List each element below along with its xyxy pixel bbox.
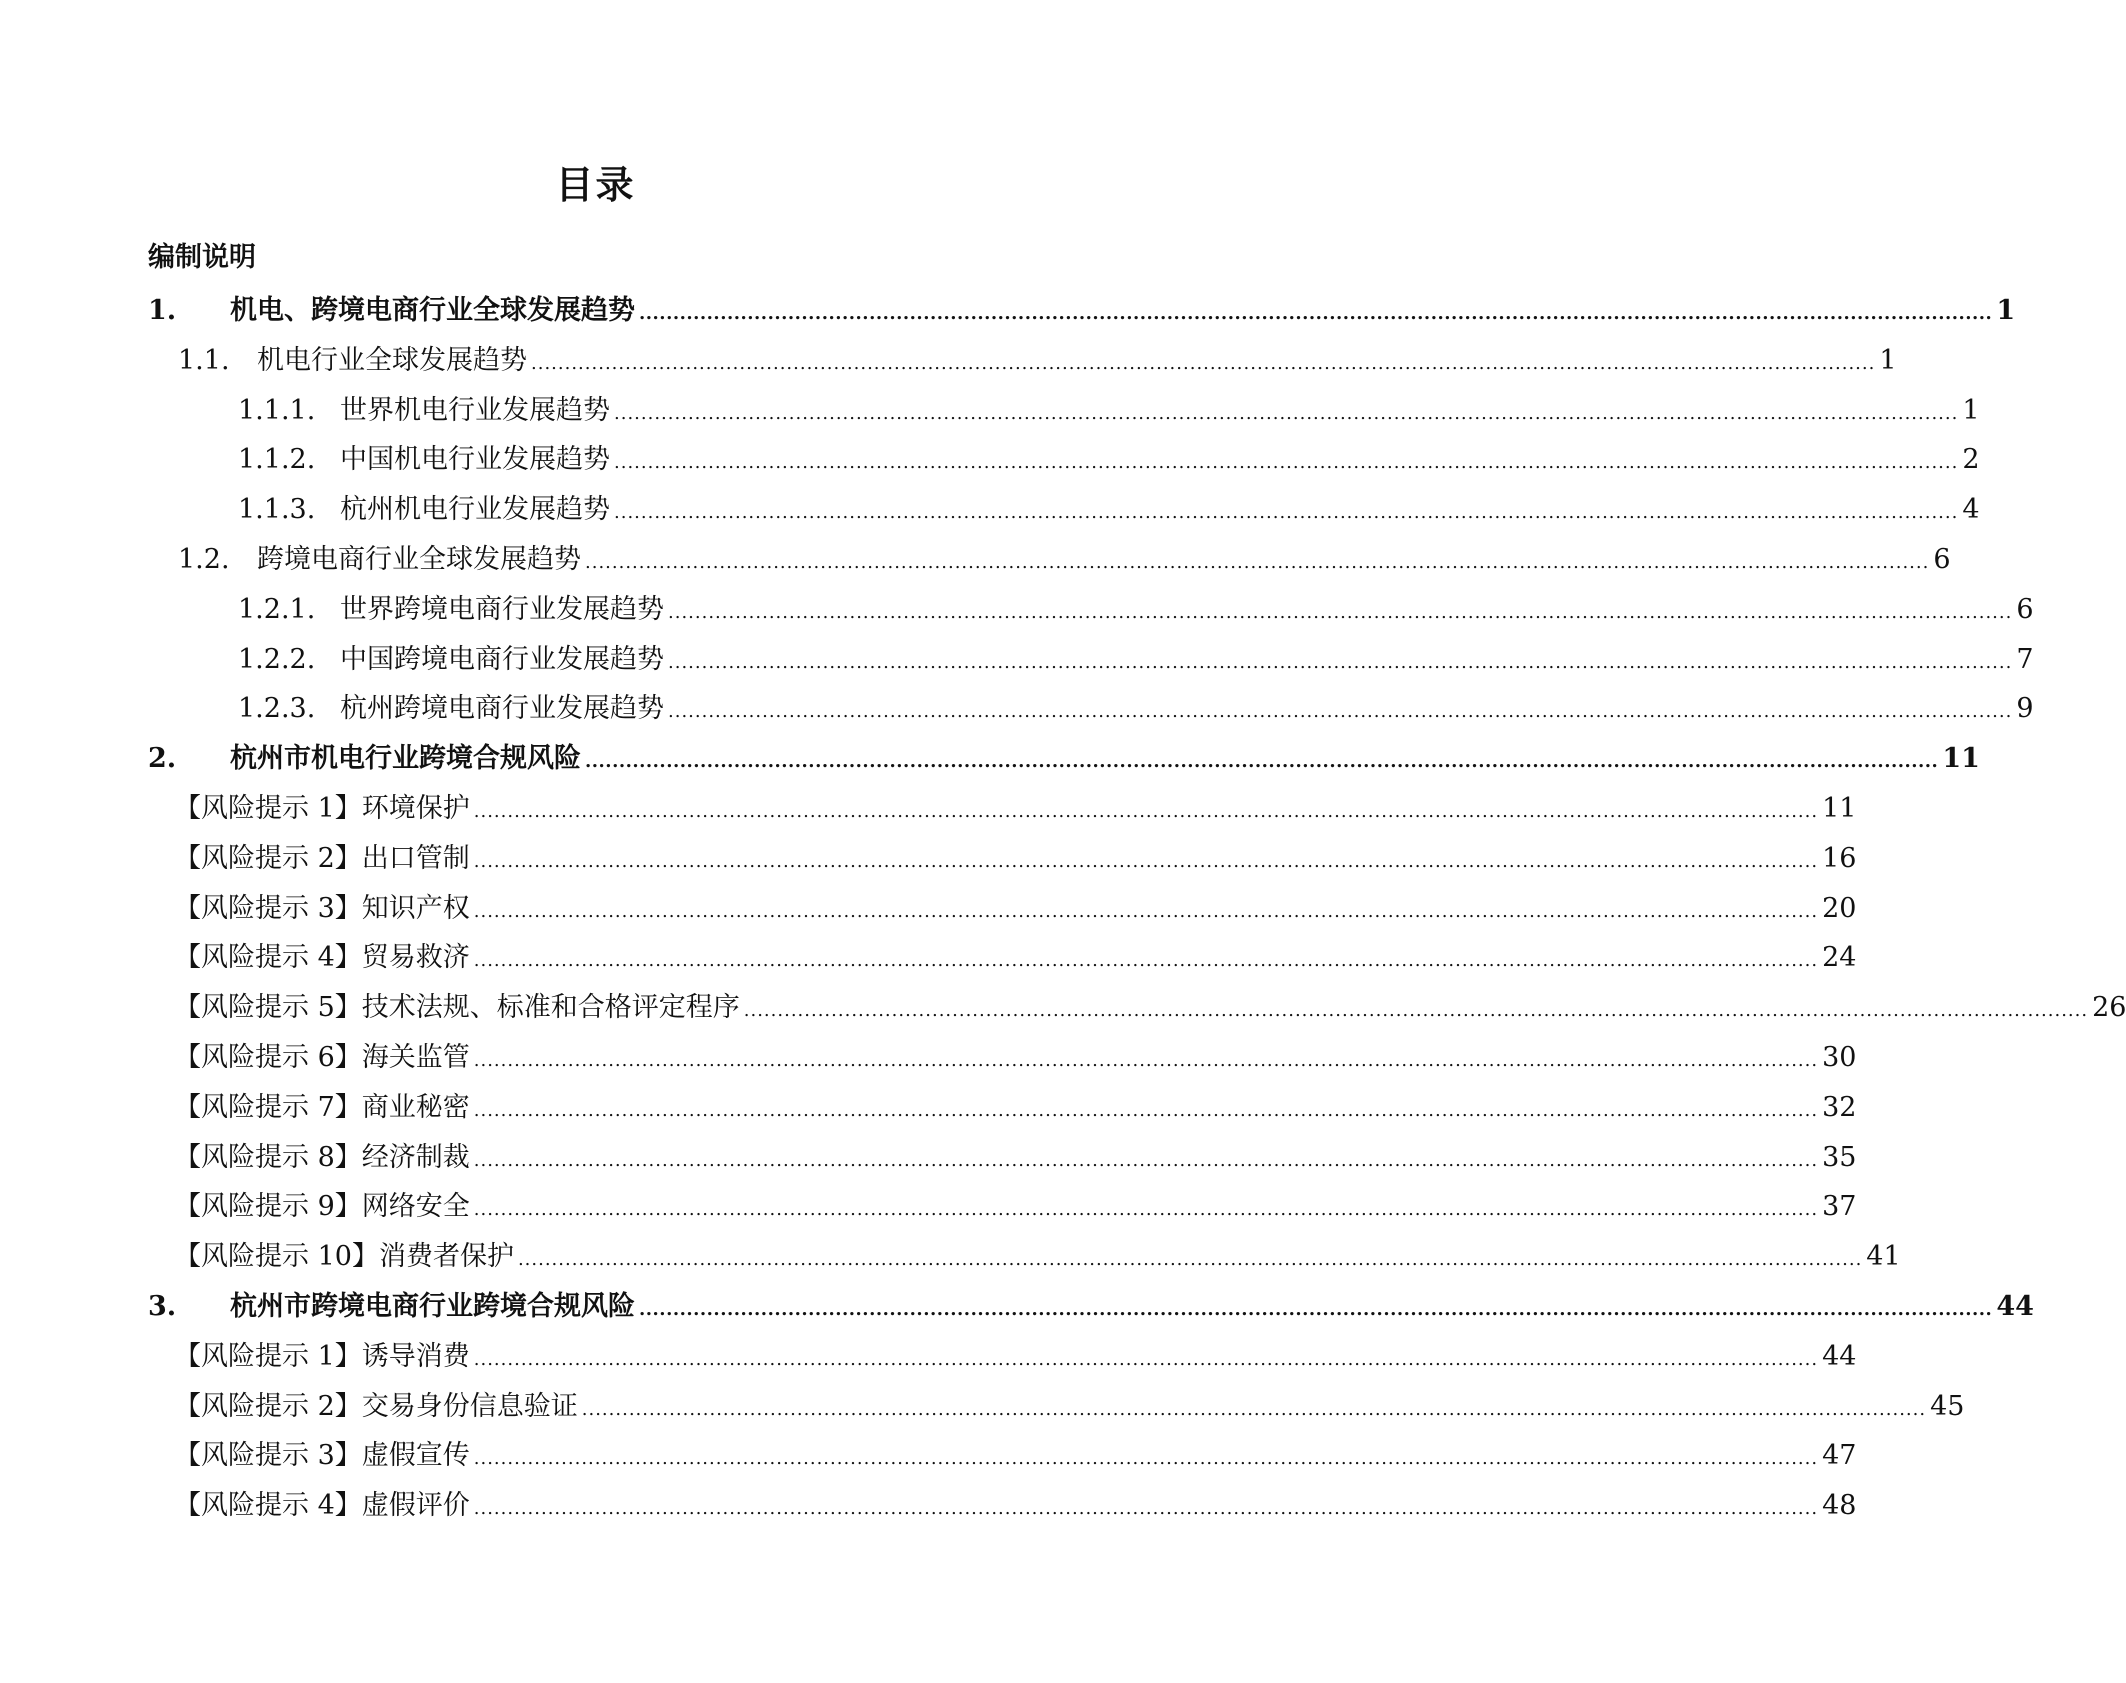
toc-entry-6[interactable]: [148, 535, 1951, 585]
toc-entry-16[interactable]: [148, 1033, 1857, 1083]
toc-entry-label: 杭州市跨境电商行业跨境合规风险: [230, 1290, 635, 1322]
toc-entry-number: 1.2.2.: [238, 643, 316, 675]
toc-entry-page: 35: [1822, 1141, 1857, 1173]
toc-entry-label: 机电行业全球发展趋势: [257, 344, 527, 376]
toc-entry-page: 45: [1930, 1390, 1965, 1422]
toc-entry-22[interactable]: [148, 1332, 1857, 1382]
toc-dot-leader: ........................................................................................................................................................................................................: [473, 1448, 1819, 1470]
toc-dot-leader: ........................................................................................................................................................................................................: [743, 1000, 2089, 1022]
toc-entry-label: 【风险提示 1】环境保护: [174, 792, 470, 824]
toc-entry-14[interactable]: [148, 933, 1857, 983]
toc-entry-label: 【风险提示 8】经济制裁: [174, 1141, 470, 1173]
toc-entry-label: 机电、跨境电商行业全球发展趋势: [230, 295, 635, 326]
toc-entry-page: 9: [2016, 693, 2034, 725]
toc-entry-label: 【风险提示 6】海关监管: [174, 1041, 470, 1073]
toc-dot-leader: ........................................................................................................................................................................................................: [531, 352, 1876, 374]
toc-entry-page: 16: [1822, 842, 1857, 874]
toc-dot-leader: ........................................................................................................................................................................................................: [614, 502, 1959, 524]
toc-entry-page: 44: [1822, 1340, 1857, 1372]
toc-entry-5[interactable]: [148, 485, 1980, 535]
toc-entry-23[interactable]: [148, 1382, 1965, 1432]
toc-entry-12[interactable]: [148, 834, 1857, 884]
toc-dot-leader: ........................................................................................................................................................................................................: [473, 950, 1819, 972]
toc-entry-21[interactable]: [148, 1282, 2034, 1332]
toc-entry-label: 【风险提示 5】技术法规、标准和合格评定程序: [174, 992, 740, 1024]
toc-dot-leader: ........................................................................................................................................................................................................: [614, 452, 1959, 474]
toc-entry-number: 1.2.1.: [238, 593, 316, 625]
toc-entry-page: 48: [1822, 1490, 1857, 1522]
toc-entry-page: 2: [1962, 444, 1980, 476]
toc-entry-page: 41: [1866, 1241, 1901, 1273]
toc-entry-number: 1.1.1.: [238, 394, 316, 426]
toc-entry-13[interactable]: [148, 884, 1857, 934]
toc-dot-leader: ........................................................................................................................................................................................................: [639, 303, 1993, 324]
toc-entry-page: 1: [1962, 394, 1980, 426]
toc-entry-number: 3.: [148, 1290, 177, 1322]
toc-entry-17[interactable]: [148, 1083, 1857, 1133]
toc-dot-leader: ........................................................................................................................................................................................................: [668, 651, 2013, 673]
toc-entry-label: 【风险提示 4】虚假评价: [174, 1490, 470, 1522]
toc-entry-10[interactable]: [148, 734, 1980, 784]
toc-dot-leader: ........................................................................................................................................................................................................: [473, 900, 1819, 922]
toc-entry-8[interactable]: [148, 635, 2034, 685]
toc-entries: [148, 286, 2126, 1531]
toc-entry-11[interactable]: [148, 784, 1857, 834]
toc-entry-label: 【风险提示 1】诱导消费: [174, 1340, 470, 1372]
toc-entry-7[interactable]: [148, 585, 2034, 635]
toc-dot-leader: ........................................................................................................................................................................................................: [668, 601, 2013, 623]
toc-entry-label: 杭州机电行业发展趋势: [340, 494, 610, 526]
toc-dot-leader: ........................................................................................................................................................................................................: [473, 1149, 1819, 1171]
toc-entry-number: 1.1.3.: [238, 494, 316, 526]
toc-entry-page: 44: [1996, 1290, 2034, 1322]
toc-entry-18[interactable]: [148, 1133, 1857, 1183]
toc-dot-leader: ........................................................................................................................................................................................................: [517, 1249, 1863, 1271]
toc-entry-number: 1.: [148, 295, 177, 326]
toc-entry-page: 4: [1962, 494, 1980, 526]
toc-entry-page: 30: [1822, 1041, 1857, 1073]
toc-dot-leader: ........................................................................................................................................................................................................: [473, 1348, 1819, 1370]
toc-entry-19[interactable]: [148, 1182, 1857, 1232]
toc-entry-page: 24: [1822, 942, 1857, 974]
toc-entry-label: 杭州市机电行业跨境合规风险: [230, 743, 581, 775]
toc-entry-24[interactable]: [148, 1431, 1857, 1481]
toc-entry-15[interactable]: [148, 983, 2126, 1033]
toc-entry-page: 7: [2016, 643, 2034, 675]
toc-entry-page: 6: [2016, 593, 2034, 625]
toc-entry-label: 【风险提示 2】出口管制: [174, 842, 470, 874]
toc-entry-20[interactable]: [148, 1232, 1901, 1282]
toc-dot-leader: ........................................................................................................................................................................................................: [473, 1049, 1819, 1071]
toc-entry-number: 1.2.3.: [238, 693, 316, 725]
toc-entry-label: 【风险提示 3】虚假宣传: [174, 1440, 470, 1472]
toc-dot-leader: ........................................................................................................................................................................................................: [473, 800, 1819, 822]
toc-dot-leader: ........................................................................................................................................................................................................: [473, 1199, 1819, 1221]
toc-entry-25[interactable]: [148, 1481, 1857, 1531]
toc-entry-page: 1: [1879, 344, 1897, 376]
toc-entry-page: 11: [1822, 792, 1857, 824]
toc-entry-label: 【风险提示 4】贸易救济: [174, 942, 470, 974]
toc-dot-leader: ........................................................................................................................................................................................................: [473, 1099, 1819, 1121]
toc-entry-number: 1.1.2.: [238, 444, 316, 476]
toc-entry-label: 世界机电行业发展趋势: [340, 394, 610, 426]
toc-dot-leader: ........................................................................................................................................................................................................: [473, 850, 1819, 872]
toc-entry-3[interactable]: [148, 386, 1980, 436]
toc-entry-1[interactable]: [148, 286, 2016, 336]
toc-entry-label: 中国机电行业发展趋势: [340, 444, 610, 476]
toc-entry-number: 1.1.: [178, 344, 230, 376]
toc-entry-page: 1: [1996, 295, 2016, 326]
toc-entry-page: 20: [1822, 892, 1857, 924]
toc-entry-page: 26: [2092, 992, 2126, 1024]
toc-entry-label: 【风险提示 3】知识产权: [174, 892, 470, 924]
table-of-contents: [148, 236, 2126, 1531]
toc-entry-page: 6: [1933, 543, 1951, 575]
toc-entry-2[interactable]: [148, 336, 1897, 386]
toc-entry-page: 37: [1822, 1191, 1857, 1223]
toc-entry-label: 跨境电商行业全球发展趋势: [257, 543, 581, 575]
toc-dot-leader: ........................................................................................................................................................................................................: [473, 1498, 1819, 1520]
page-title: 目录: [555, 162, 636, 207]
toc-dot-leader: ........................................................................................................................................................................................................: [585, 751, 1939, 773]
toc-entry-9[interactable]: [148, 684, 2034, 734]
toc-dot-leader: ........................................................................................................................................................................................................: [585, 551, 1930, 573]
toc-entry-label: 【风险提示 9】网络安全: [174, 1191, 470, 1223]
toc-dot-leader: ........................................................................................................................................................................................................: [614, 402, 1959, 424]
toc-entry-number: 1.2.: [178, 543, 230, 575]
toc-dot-leader: ........................................................................................................................................................................................................: [668, 701, 2013, 723]
toc-entry-number: 2.: [148, 743, 177, 775]
toc-entry-page: 47: [1822, 1440, 1857, 1472]
toc-entry-4[interactable]: [148, 435, 1980, 485]
toc-preface[interactable]: 编制说明: [148, 242, 256, 273]
toc-entry-label: 【风险提示 10】消费者保护: [174, 1241, 514, 1273]
toc-entry-label: 【风险提示 2】交易身份信息验证: [174, 1390, 578, 1422]
toc-dot-leader: ........................................................................................................................................................................................................: [581, 1398, 1927, 1420]
toc-entry-label: 中国跨境电商行业发展趋势: [340, 643, 664, 675]
toc-dot-leader: ........................................................................................................................................................................................................: [639, 1298, 1993, 1320]
toc-entry-page: 32: [1822, 1091, 1857, 1123]
toc-entry-label: 世界跨境电商行业发展趋势: [340, 593, 664, 625]
toc-entry-label: 【风险提示 7】商业秘密: [174, 1091, 470, 1123]
toc-entry-page: 11: [1942, 743, 1980, 775]
toc-entry-label: 杭州跨境电商行业发展趋势: [340, 693, 664, 725]
